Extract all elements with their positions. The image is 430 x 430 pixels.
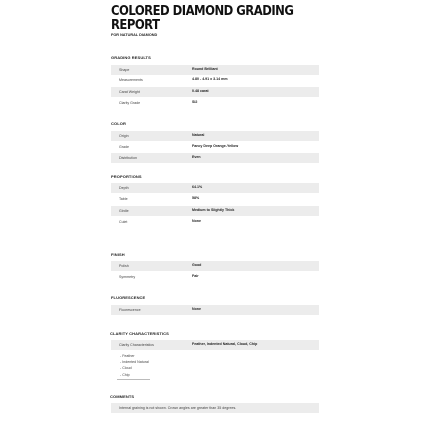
row-value: 58% [192, 195, 200, 200]
comments-text: Internal graining is not shown. Crown angles are greater than 35 degrees. [119, 406, 237, 410]
row-value: Even [192, 154, 201, 159]
section-title-finish: FINISH [111, 252, 125, 257]
section-title-fluorescence: FLUORESCENCE [111, 295, 146, 300]
row-label: Clarity Grade [119, 101, 141, 105]
row-origin [111, 131, 319, 141]
section-title-color: COLOR [111, 121, 126, 126]
section-title-clarity-characteristics: CLARITY CHARACTERISTICS [110, 331, 169, 336]
row-value: Medium to Slightly Thick [192, 207, 235, 212]
inclusion-list [120, 353, 149, 378]
row-distribution [111, 153, 319, 163]
row-label: Distribution [119, 156, 137, 160]
row-color-grade [111, 142, 319, 152]
row-girdle [111, 206, 319, 216]
row-label: Origin [119, 134, 129, 138]
section-title-comments: COMMENTS [110, 394, 135, 399]
row-shape [111, 65, 319, 75]
row-value: Fair [192, 273, 199, 278]
row-value: Natural [192, 132, 205, 137]
row-label: Carat Weight [119, 90, 140, 94]
row-label: Fluorescence [119, 308, 141, 312]
row-clarity-characteristics [111, 340, 319, 350]
row-value: None [192, 306, 201, 311]
row-culet [111, 217, 319, 227]
row-label: Polish [119, 264, 129, 268]
row-value: 0.48 carat [192, 88, 209, 93]
row-label: Grade [119, 145, 129, 149]
section-title-grading-results: GRADING RESULTS [111, 55, 151, 60]
row-carat-weight [111, 87, 319, 97]
report-title-line-1: COLORED DIAMOND GRADING [111, 3, 294, 19]
comments-box [111, 403, 319, 413]
row-value: Feather, Indented Natural, Cloud, Chip [192, 341, 258, 346]
row-depth [111, 183, 319, 193]
section-title-proportions: PROPORTIONS [111, 174, 142, 179]
row-fluorescence [111, 305, 319, 315]
row-polish [111, 261, 319, 271]
report-subtitle: FOR NATURAL DIAMOND [111, 33, 158, 37]
list-item: - Cloud [120, 366, 132, 371]
row-label: Measurements [119, 78, 143, 82]
list-item: - Chip [120, 372, 130, 377]
list-item: - Feather [120, 354, 135, 358]
divider [117, 379, 150, 380]
report-title [111, 4, 293, 32]
row-label: Shape [119, 68, 130, 72]
row-label: Culet [119, 220, 128, 224]
row-table [111, 194, 319, 204]
row-value: Good [192, 262, 202, 267]
row-clarity-grade [111, 98, 319, 108]
row-label: Clarity Characteristics [119, 343, 154, 347]
row-value: Fancy Deep Orange-Yellow [192, 143, 239, 148]
row-value: Round Brilliant [192, 66, 218, 71]
row-value: None [192, 218, 201, 223]
row-measurements [111, 75, 319, 85]
list-item: - Indented Natural [120, 360, 149, 365]
row-label: Symmetry [119, 275, 136, 279]
row-value: 4.80 - 4.91 x 3.14 mm [192, 76, 228, 81]
row-label: Girdle [119, 209, 129, 213]
report-title-line-2: REPORT [111, 17, 160, 33]
row-label: Table [119, 197, 128, 201]
row-value: 64.1% [192, 184, 203, 189]
row-label: Depth [119, 186, 129, 190]
row-value: SI2 [192, 99, 198, 104]
row-symmetry [111, 272, 319, 282]
